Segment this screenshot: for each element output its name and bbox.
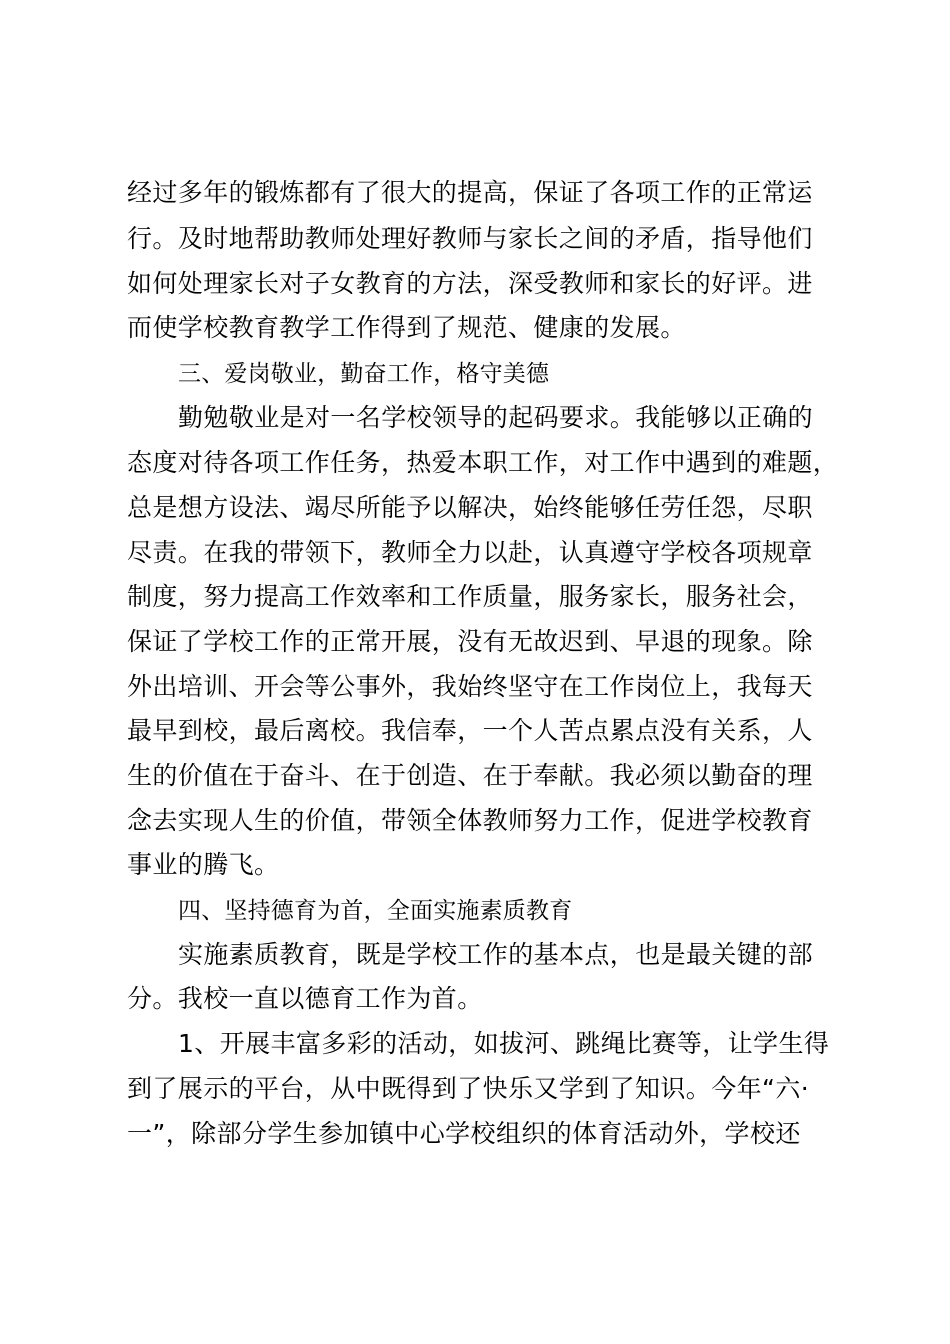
text-line: 经过多年的锻炼都有了很大的提高，保证了各项工作的正常运 [127,178,813,207]
text-line: 生的价值在于奋斗、在于创造、在于奉献。我必须以勤奋的理 [127,761,813,790]
text-line: 尽责。在我的带领下，教师全力以赴，认真遵守学校各项规章 [127,538,813,567]
text-line: 最早到校，最后离校。我信奉，一个人苦点累点没有关系，人 [127,716,813,745]
text-line: 念去实现人生的价值，带领全体教师努力工作，促进学校教育 [127,806,813,835]
text-line: 一”，除部分学生参加镇中心学校组织的体育活动外，学校还 [127,1119,801,1148]
text-line: 保证了学校工作的正常开展，没有无故迟到、早退的现象。除 [127,627,813,656]
section-heading: 四、坚持德育为首，全面实施素质教育 [178,898,573,924]
text-line: 1、开展丰富多彩的活动，如拔河、跳绳比赛等，让学生得 [178,1029,830,1058]
text-line: 到了展示的平台，从中既得到了快乐又学到了知识。今年“六· [127,1074,810,1103]
text-line: 外出培训、开会等公事外，我始终坚守在工作岗位上，我每天 [127,672,813,701]
text-line: 态度对待各项工作任务，热爱本职工作，对工作中遇到的难题， [127,448,839,477]
text-line: 行。及时地帮助教师处理好教师与家长之间的矛盾，指导他们 [127,224,813,253]
text-line: 总是想方设法、竭尽所能予以解决，始终能够任劳任怨，尽职 [127,493,813,522]
text-line: 实施素质教育，既是学校工作的基本点，也是最关键的部 [178,940,814,969]
text-line: 如何处理家长对子女教育的方法，深受教师和家长的好评。进 [127,269,813,298]
text-line: 勤勉敬业是对一名学校领导的起码要求。我能够以正确的 [178,403,814,432]
section-heading: 三、爱岗敬业，勤奋工作，格守美德 [178,361,550,387]
text-line: 事业的腾飞。 [127,850,280,879]
text-line: 制度，努力提高工作效率和工作质量，服务家长，服务社会， [127,582,813,611]
text-line: 而使学校教育教学工作得到了规范、健康的发展。 [127,313,686,342]
text-line: 分。我校一直以德育工作为首。 [127,984,483,1013]
